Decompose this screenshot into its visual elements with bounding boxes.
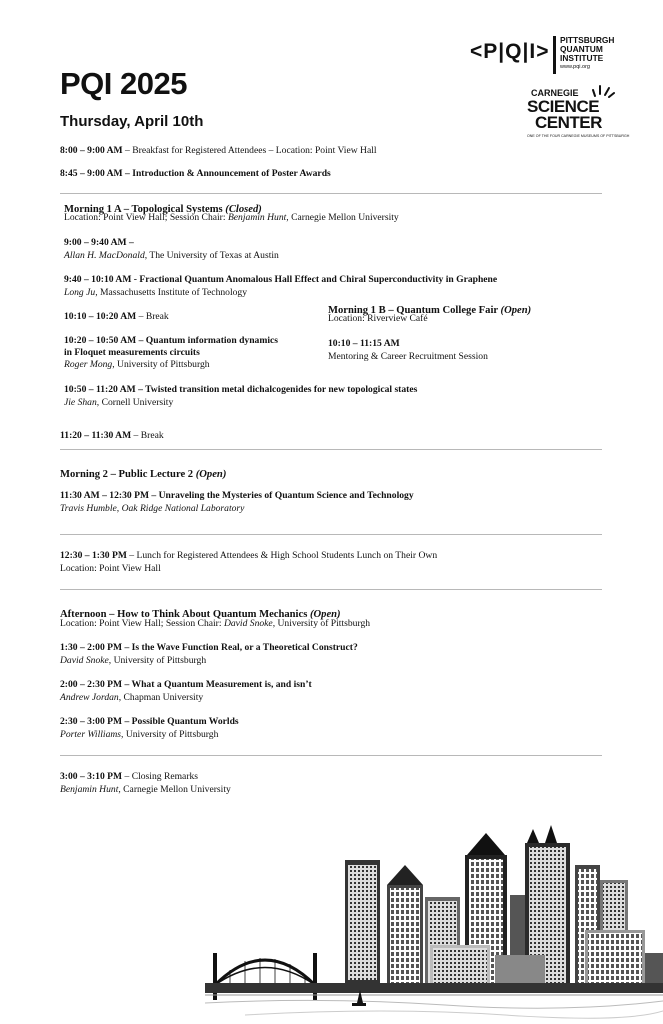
talk-title: 9:40 – 10:10 AM - Fractional Quantum Anomalous Hall Effect and Chiral Superconductivity in Graphene [64,274,498,285]
chair-aff: , University of Pittsburgh [272,618,371,629]
session-location: Location: Riverview Café [328,313,428,324]
pittsburgh-skyline-illustration [205,825,663,1020]
pqi-divider [553,36,556,74]
session-tag: (Open) [309,609,341,620]
talk-speaker [64,397,173,409]
session-title: Afternoon – How to Think About Quantum Mechanics [60,609,310,620]
item-time: 12:30 – 1:30 PM [60,550,127,561]
csc-line2: SCIENCE [527,97,600,116]
speaker-name: Benjamin Hunt [60,784,119,795]
item-text: – Introduction & Announcement of Poster Awards [122,168,331,179]
talk-title: 10:20 – 10:50 AM – Quantum information dynamics [64,335,278,346]
pqi-url: www.pqi.org [560,64,590,70]
speaker-name: Porter Williams, [60,729,124,740]
science-center-logo [527,84,630,142]
session-tag: (Open) [500,305,532,316]
session-tag: (Open) [195,469,227,480]
talk-title: 2:00 – 2:30 PM – What a Quantum Measurement is, and isn’t [60,679,312,690]
section-divider [60,589,602,590]
page-title: PQI 2025 [60,66,187,101]
speaker-aff: , Massachusetts Institute of Technology [95,287,248,298]
chair-name: Benjamin Hunt [227,212,287,223]
pqi-name-line: INSTITUTE [560,53,604,63]
schedule-item [60,771,198,783]
location-text: Location: Point View Hall; Session Chair: [60,618,224,629]
pqi-name-line: QUANTUM [560,44,603,54]
schedule-item [60,168,331,180]
item-time: 8:00 – 9:00 AM [60,145,123,156]
talk-speaker [60,692,203,704]
section-divider [60,449,602,450]
session-title: Morning 2 – Public Lecture 2 [60,469,196,480]
location-text: Location: Point View Hall; Session Chair: [64,212,228,223]
talk-title: 10:50 – 11:20 AM – Twisted transition metal dichalcogenides for new topological states [64,384,418,395]
page-date: Thursday, April 10th [60,113,204,130]
talk-title: 11:30 AM – 12:30 PM – Unraveling the Mysteries of Quantum Science and Technology [60,490,414,501]
item-text: Mentoring & Career Recruitment Session [328,351,488,362]
talk-speaker [64,250,279,262]
talk-speaker [64,287,247,299]
item-time: 10:10 – 11:15 AM [328,338,400,349]
session-heading [60,464,226,482]
speaker-aff: , University of Pittsburgh [112,359,210,370]
item-time: 8:45 – 9:00 AM [60,168,123,179]
item-text: – Breakfast for Registered Attendees – Location: Point View Hall [122,145,377,156]
speaker-name: Jie Shan [64,397,97,408]
item-location: Location: Point View Hall [60,563,161,574]
speaker-aff: , Chapman University [118,692,204,703]
session-tag: (Closed) [225,204,262,215]
speaker-aff: , The University of Texas at Austin [144,250,279,261]
speaker-aff: University of Pittsburgh [123,729,219,740]
speaker-aff: , University of Pittsburgh [108,655,207,666]
schedule-item [60,430,164,442]
session-location [64,212,399,224]
speaker-name: Roger Mong [64,359,113,370]
speaker-aff: , Carnegie Mellon University [118,784,231,795]
pqi-logo [470,34,620,78]
speaker-name: Long Ju [64,287,96,298]
chair-name: David Snoke [223,618,273,629]
item-text: – Break [136,311,169,322]
speaker-aff: , Cornell University [96,397,174,408]
item-text: – Closing Remarks [122,771,199,782]
csc-line1: CARNEGIE [531,88,579,98]
csc-tagline: ONE OF THE FOUR CARNEGIE MUSEUMS OF PITTSBURGH [527,134,630,138]
item-time: 11:20 – 11:30 AM [60,430,132,441]
talk-title: 1:30 – 2:00 PM – Is the Wave Function Real, or a Theoretical Construct? [60,642,358,653]
talk-speaker [60,784,231,796]
talk-speaker [64,359,210,371]
pqi-mark: <P|Q|I> [470,40,550,63]
talk-speaker [60,729,218,741]
csc-line3: CENTER [535,113,602,132]
session-title: Morning 1 A – Topological Systems [64,204,226,215]
item-time: 3:00 – 3:10 PM [60,771,123,782]
item-text: – Lunch for Registered Attendees & High School Students Lunch on Their Own [126,550,438,561]
talk-title: in Floquet measurements circuits [64,347,200,358]
talk-title: 2:30 – 3:00 PM – Possible Quantum Worlds [60,716,239,727]
item-text: – Break [131,430,164,441]
schedule-item [60,550,437,562]
talk-time: 9:00 – 9:40 AM – [64,237,134,248]
session-location [60,618,370,630]
speaker-name: David Snoke [60,655,109,666]
speaker-name: Allan H. MacDonald [64,250,145,261]
speaker-name: Andrew Jordan [60,692,119,703]
session-title: Morning 1 B – Quantum College Fair [328,305,501,316]
chair-aff: , Carnegie Mellon University [286,212,399,223]
schedule-item [60,145,377,157]
section-divider [60,755,602,756]
section-divider [60,534,602,535]
talk-speaker: Travis Humble, Oak Ridge National Laboratory [60,503,245,514]
talk-speaker [60,655,206,667]
schedule-item [64,311,169,323]
sunburst-icon [591,84,615,98]
item-time: 10:10 – 10:20 AM [64,311,137,322]
pqi-name-line: PITTSBURGH [560,35,615,45]
section-divider [60,193,602,194]
